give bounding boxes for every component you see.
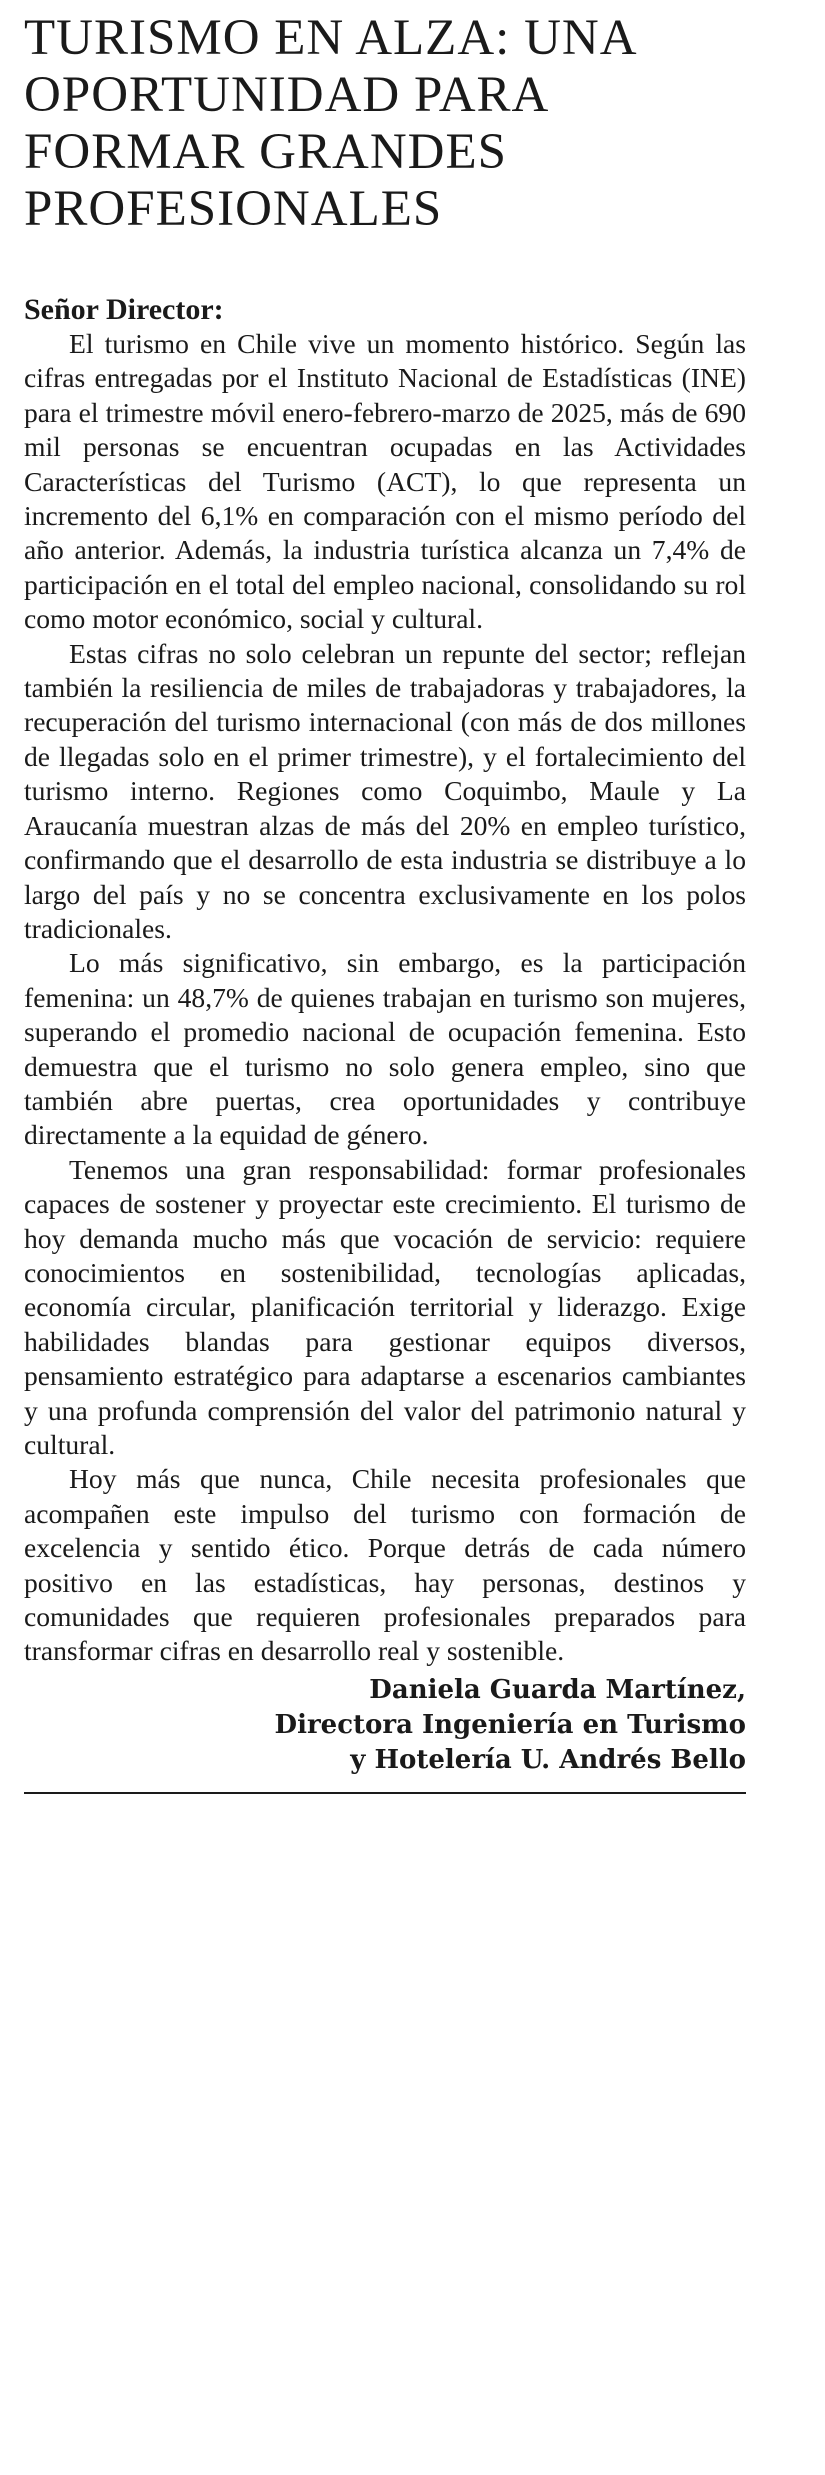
body-paragraph: El turismo en Chile vive un momento histórico. Según las cifras entregadas por el Instituto Nacional de Estadísticas (INE) para el trimestre móvil enero-febrero-marzo de 2025, más de 690 mil personas se encuentran ocupadas en las Actividades Características del Turismo (ACT), lo que representa un incremento del 6,1% en comparación con el mismo período del año anterior. Además, la industria turística alcanza un 7,4% de participación en el total del empleo nacional, consolidando su rol como motor económico, social y cultural. <box>24 328 746 635</box>
headline-line: FORMAR GRANDES <box>24 124 508 180</box>
body-paragraph: Lo más significativo, sin embargo, es la participación femenina: un 48,7% de quienes trabajan en turismo son mujeres, superando el promedio nacional de ocupación femenina. Esto demuestra que el turismo no solo genera empleo, sino que también abre puertas, crea oportunidades y contribuye directamente a la equidad de género. <box>24 947 746 1151</box>
headline-line: PROFESIONALES <box>24 181 443 237</box>
body-paragraph: Hoy más que nunca, Chile necesita profesionales que acompañen este impulso del turismo con formación de excelencia y sentido ético. Porque detrás de cada número positivo en las estadísticas, hay personas, destinos y comunidades que requieren profesionales preparados para transformar cifras en desarrollo real y sostenible. <box>24 1463 746 1667</box>
author-title: Directora Ingeniería en Turismo <box>274 1709 746 1740</box>
author-title: y Hotelería U. Andrés Bello <box>350 1744 746 1775</box>
letter-body <box>24 327 746 1669</box>
body-paragraph: Tenemos una gran responsabilidad: formar profesionales capaces de sostener y proyectar este crecimiento. El turismo de hoy demanda mucho más que vocación de servicio: requiere conocimientos en sostenibilidad, tecnologías aplicadas, economía circular, planificación territorial y liderazgo. Exige habilidades blandas para gestionar equipos diversos, pensamiento estratégico para adaptarse a escenarios cambiantes y una profunda comprensión del valor del patrimonio natural y cultural. <box>24 1153 746 1460</box>
salutation: Señor Director: <box>24 293 224 326</box>
headline <box>24 10 746 238</box>
bottom-divider <box>24 1792 746 1794</box>
author-name: Daniela Guarda Martínez, <box>369 1674 746 1705</box>
body-paragraph: Estas cifras no solo celebran un repunte del sector; reflejan también la resiliencia de miles de trabajadoras y trabajadores, la recuperación del turismo internacional (con más de dos millones de llegadas solo en el primer trimestre), y el fortalecimiento del turismo interno. Regiones como Coquimbo, Maule y La Araucanía muestran alzas de más del 20% en empleo turístico, confirmando que el desarrollo de esta industria se distribuye a lo largo del país y no se concentra exclusivamente en los polos tradicionales. <box>24 637 746 944</box>
letter-article <box>24 10 746 1794</box>
headline-line: OPORTUNIDAD PARA <box>24 67 550 123</box>
signature-block <box>24 1673 746 1778</box>
headline-line: TURISMO EN ALZA: UNA <box>24 10 638 66</box>
